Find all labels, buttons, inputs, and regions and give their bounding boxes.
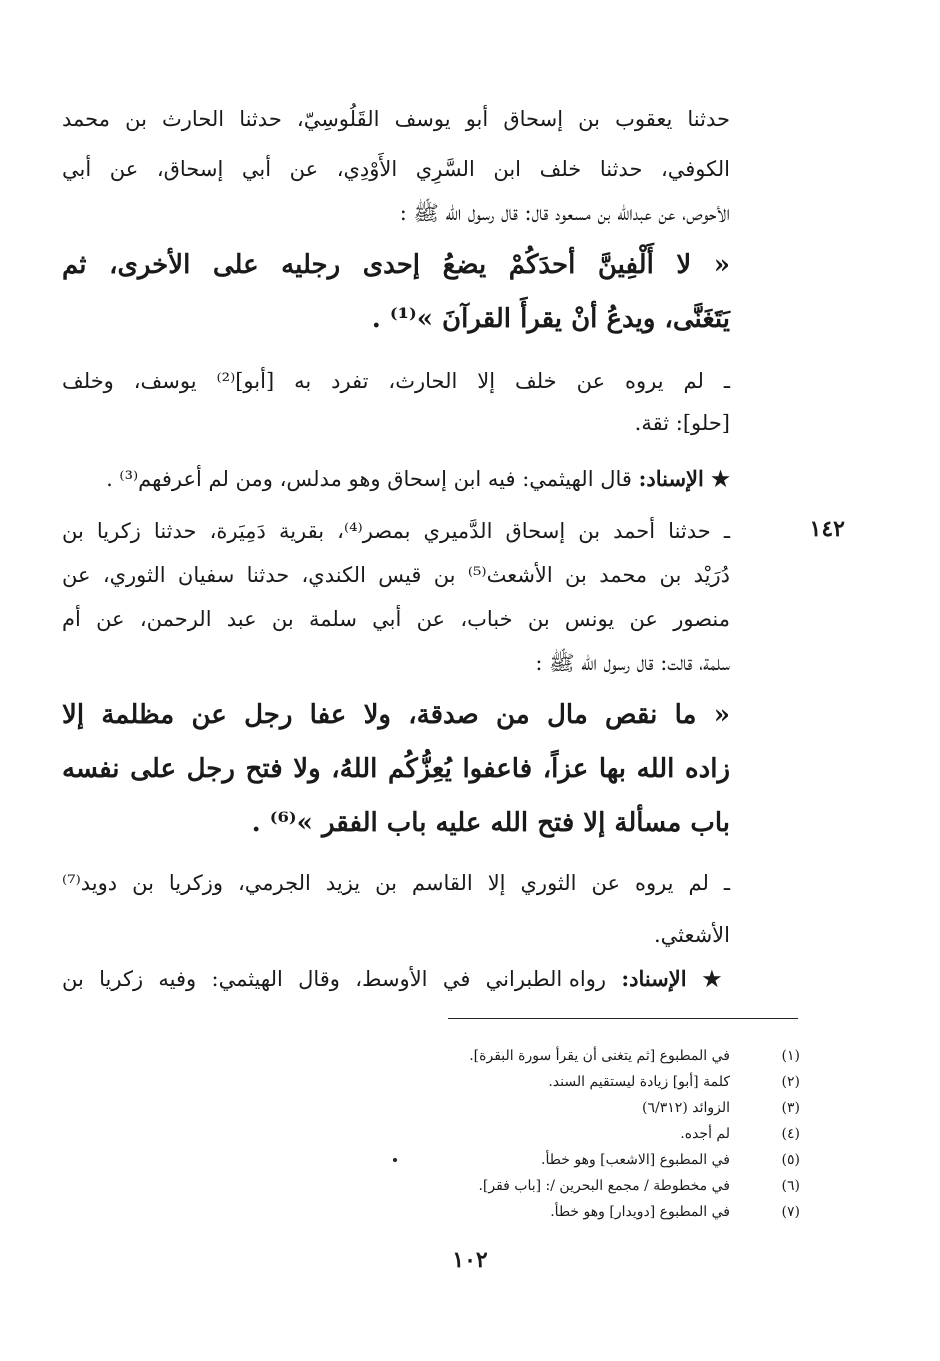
text-line: دُرَيْد بن محمد بن الأشعث⁽⁵⁾ بن قيس الكندي، حدثنا سفيان الثوري، عن [62, 563, 730, 587]
text-line [62, 960, 730, 998]
text-line: حدثنا يعقوب بن إسحاق أبو يوسف القَلُوسِيّ، حدثنا الحارث بن محمد [62, 107, 730, 131]
print-speck [393, 1158, 397, 1162]
footnote-text: الزوائد (٦/٣١٢) [642, 1100, 730, 1116]
page-number: ١٠٢ [452, 1247, 488, 1273]
footnote-number: (٤) [781, 1126, 800, 1142]
commentary-2 [62, 864, 730, 954]
text-line: منصور عن يونس بن خباب، عن أبي سلمة بن عبد الرحمن، عن أم [62, 607, 730, 631]
text-line: سلمة، قالت: قال رسول الله ﷺ : [535, 651, 730, 675]
isnad-assessment-2 [62, 960, 730, 998]
text-line: ـ حدثنا أحمد بن إسحاق الدَّميري بمصر⁽⁴⁾، بقرية دَمِيَرة، حدثنا زكريا بن [62, 519, 730, 543]
footnote-number: (٢) [781, 1074, 800, 1090]
footnote-number: (٦) [781, 1178, 800, 1194]
text-line: الأحوص، عن عبدالله بن مسعود قال: قال رسول الله ﷺ : [399, 201, 730, 225]
footnote-number: (٥) [781, 1152, 800, 1168]
text-line [62, 460, 730, 498]
footnote-text: في المطبوع [دويدار] وهو خطأ. [550, 1204, 730, 1220]
footnote-text: في مخطوطة / مجمع البحرين /: [باب فقر]. [478, 1178, 730, 1194]
hadith-line: يَتَغَنَّى، ويدعُ أنْ يقرأَ القرآنَ »⁽¹⁾ . [371, 304, 730, 334]
hadith-number: ١٤٢ [809, 516, 845, 542]
isnad-label: ★ الإسناد: [638, 466, 730, 491]
isnad-label: ★ الإسناد: [621, 966, 730, 991]
footnote-divider [448, 1018, 798, 1019]
commentary-1 [62, 362, 730, 442]
footnote-item [469, 1199, 800, 1225]
footnotes [469, 1043, 800, 1225]
isnad-text: قال الهيثمي: فيه ابن إسحاق وهو مدلس، ومن لم أعرفهم⁽³⁾ . [106, 467, 632, 491]
footnote-item [469, 1173, 800, 1199]
narration-chain-1 [62, 100, 730, 232]
footnote-text: في المطبوع [ثم يتغنى أن يقرأ سورة البقرة]. [469, 1048, 730, 1064]
text-line: الكوفي، حدثنا خلف ابن السَّرِي الأَوْدِي، عن أبي إسحاق، عن أبي [62, 157, 730, 181]
footnote-text: لم أجده. [680, 1126, 730, 1142]
text-line: [حلو]: ثقة. [634, 411, 730, 435]
footnote-text: كلمة [أبو] زيادة ليستقيم السند. [548, 1074, 730, 1090]
hadith-line: زاده الله بها عزاً، فاعفوا يُعِزُّكُم اللهُ، ولا فتح رجل على نفسه [62, 754, 730, 784]
text-line: الأشعثي. [653, 923, 730, 947]
footnote-item [469, 1121, 800, 1147]
hadith-text-1 [62, 238, 730, 346]
hadith-line: باب مسألة إلا فتح الله عليه باب الفقر »⁽⁶⁾ . [251, 808, 730, 838]
footnote-text: في المطبوع [الاشعب] وهو خطأ. [541, 1152, 730, 1168]
footnote-item [469, 1147, 800, 1173]
footnote-number: (٣) [781, 1100, 800, 1116]
footnote-item [469, 1095, 800, 1121]
text-line: ـ لم يروه عن خلف إلا الحارث، تفرد به [أبو]⁽²⁾ يوسف، وخلف [62, 369, 730, 393]
isnad-assessment-1 [62, 460, 730, 498]
narration-chain-142 [62, 512, 730, 682]
hadith-line: « لا أَلْفِينَّ أحدَكُمْ يضعُ إحدى رجليه على الأخرى، ثم [62, 250, 730, 280]
hadith-text-2 [62, 688, 730, 850]
footnote-number: (٧) [781, 1204, 800, 1220]
text-line: ـ لم يروه عن الثوري إلا القاسم بن يزيد الجرمي، وزكريا بن دويد⁽⁷⁾ [62, 871, 730, 895]
hadith-line: « ما نقص مال من صدقة، ولا عفا رجل عن مظلمة إلا [62, 700, 730, 730]
footnote-number: (١) [781, 1048, 800, 1064]
footnote-item [469, 1069, 800, 1095]
footnote-item [469, 1043, 800, 1069]
isnad-text: رواه الطبراني في الأوسط، وقال الهيثمي: وفيه زكريا بن [62, 967, 607, 991]
